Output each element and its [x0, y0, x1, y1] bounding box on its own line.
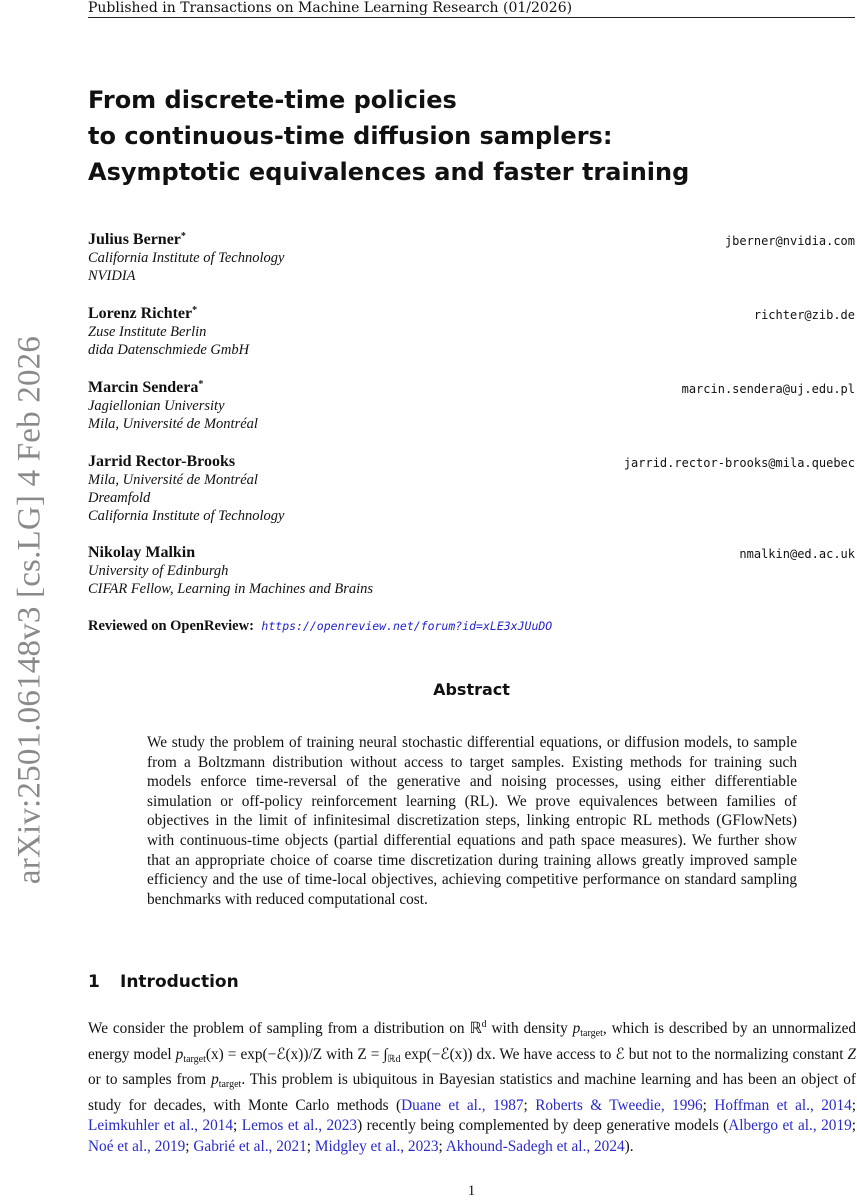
author-name: Nikolay Malkin [88, 544, 196, 561]
citation-link[interactable]: Hoffman et al., 2014 [714, 1096, 852, 1114]
author-email[interactable]: richter@zib.de [753, 308, 855, 322]
citation-link[interactable]: Gabrié et al., 2021 [193, 1137, 307, 1155]
page-number: 1 [467, 1183, 476, 1199]
author-affiliation: Zuse Institute Berlin [88, 324, 207, 340]
citation-link[interactable]: Roberts & Tweedie, 1996 [535, 1096, 703, 1114]
title-line-2: to continuous-time diffusion samplers: [88, 122, 613, 150]
author-email[interactable]: nmalkin@ed.ac.uk [739, 547, 855, 561]
title-line-3: Asymptotic equivalences and faster training [88, 158, 690, 186]
arxiv-identifier: arXiv:2501.06148v3 [cs.LG] 4 Feb 2026 [11, 335, 48, 885]
author-email[interactable]: jberner@nvidia.com [724, 234, 855, 248]
paper-title [88, 82, 788, 190]
author-block [88, 305, 855, 359]
author-affiliation: University of Edinburgh [88, 563, 229, 579]
citation-link[interactable]: Duane et al., 1987 [401, 1096, 524, 1114]
journal-name: Published in Transactions on Machine Learning Research (01/2026) [88, 0, 573, 16]
author-block [88, 231, 855, 285]
citation-link[interactable]: Noé et al., 2019 [88, 1137, 186, 1155]
section-heading [88, 971, 239, 993]
author-affiliation: Jagiellonian University [88, 398, 225, 414]
author-affiliation: Dreamfold [88, 490, 151, 506]
openreview-link[interactable]: https://openreview.net/forum?id=xLE3xJUuDO [261, 619, 553, 633]
citation-link[interactable]: Lemos et al., 2023 [241, 1117, 358, 1134]
section-title: Introduction [120, 972, 239, 992]
review-line [88, 617, 552, 636]
author-affiliation: NVIDIA [88, 268, 136, 284]
author-affiliation: dida Datenschmiede GmbH [88, 342, 250, 358]
citation-link[interactable]: Akhound-Sadegh et al., 2024 [445, 1137, 625, 1155]
section-number: 1 [88, 972, 100, 992]
citation-link[interactable]: Leimkuhler et al., 2014 [88, 1117, 234, 1134]
review-label: Reviewed on OpenReview: [88, 618, 254, 634]
intro-paragraph: We consider the problem of sampling from a distribution on ℝ$^d$ with density $p_{target}$, which is described by an unnormalized energy model $p_{target}(x)$ = exp(−ℰ(x))/Z with $Z = \int_{ℝd}$ exp(−ℰ(x)) dx. We have access to ℰ but not to the normalizing constant Z or to samples from $p_{target}$. This problem is ubiquitous in Bayesian statistics and machine learning and has been an object of study for decades, with Monte Carlo methods (Duane et al., 1987; Roberts & Tweedie, 1996; Hoffman et al., 2014; Leimkuhler et al., 2014; Lemos et al., 2023) recently being complemented by deep generative models (Albergo et al., 2019; Noé et al., 2019; Gabrié et al., 2021; Midgley et al., 2023; Akhound-Sadegh et al., 2024). [88, 1019, 857, 1155]
author-affiliation: Mila, Université de Montréal [88, 472, 258, 488]
author-name: Lorenz Richter* [88, 305, 198, 322]
arxiv-stamp [0, 320, 58, 900]
title-line-1: From discrete-time policies [88, 86, 457, 114]
author-block [88, 453, 855, 525]
author-email[interactable]: marcin.sendera@uj.edu.pl [681, 382, 855, 396]
author-block [88, 544, 855, 598]
citation-link[interactable]: Midgley et al., 2023 [314, 1137, 439, 1155]
author-name: Julius Berner* [88, 231, 186, 248]
abstract-heading: Abstract [433, 680, 510, 699]
author-email[interactable]: jarrid.rector-brooks@mila.quebec [623, 456, 855, 470]
author-block [88, 379, 855, 433]
author-name: Jarrid Rector-Brooks [88, 453, 236, 470]
author-affiliation: California Institute of Technology [88, 508, 285, 524]
running-header [88, 0, 855, 18]
author-name: Marcin Sendera* [88, 379, 204, 396]
author-affiliation: Mila, Université de Montréal [88, 416, 258, 432]
author-affiliation: CIFAR Fellow, Learning in Machines and Brains [88, 581, 374, 597]
citation-link[interactable]: Albergo et al., 2019 [728, 1117, 852, 1134]
author-affiliation: California Institute of Technology [88, 250, 285, 266]
abstract-text: We study the problem of training neural stochastic differential equations, or diffusion models, to sample from a Boltzmann distribution without access to target samples. Existing methods for training such models enforce time-reversal of the generative and noising processes, using either differentiable simulation or off-policy reinforcement learning (RL). We prove equivalences between families of objectives in the limit of infinitesimal discretization steps, linking entropic RL methods (GFlowNets) with continuous-time objects (partial differential equations and path space measures). We further show that an appropriate choice of coarse time discretization during training allows greatly improved sample efficiency and the use of time-local objectives, achieving competitive performance on standard sampling benchmarks with reduced computational cost. [147, 734, 797, 908]
